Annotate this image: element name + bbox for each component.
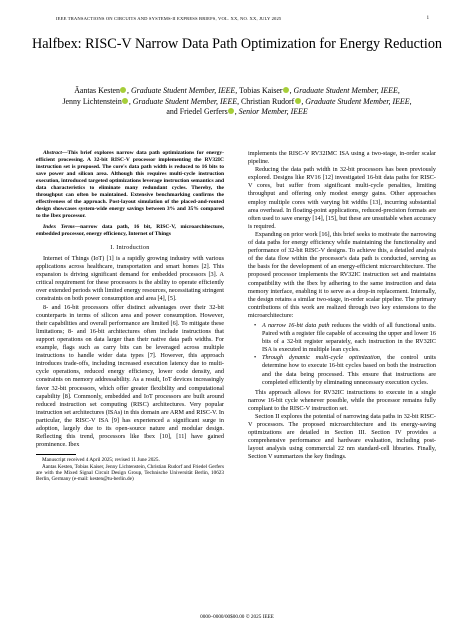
footnote-rule bbox=[36, 454, 76, 455]
index-terms-heading: Index Terms bbox=[43, 224, 75, 230]
copyright-footer: 0000–0000/00$00.00 © 2025 IEEE bbox=[200, 614, 274, 620]
body-paragraph: Section II explores the potential of narrowing data paths in 32-bit RISC-V processors. The proposed microarchitecture and its energy-saving optimizations are detailed in Section III. Section IV provides a comprehensive performance and hardware evaluation, including post-layout analysis using commercial 22 nm standard-cell libraries. Finally, Section V summarizes the key findings. bbox=[248, 413, 436, 461]
list-item-text: the control units determine how to execute 16-bit cycles based on both the instruction and the data being processed. This ensure that instructions are completed efficiently by eliminating unnecessary execution cycles. bbox=[262, 354, 436, 386]
index-terms-text: —narrow data path, 16 bit, RISC-V, microarchitecture, embedded processor, energy efficiency, Internet of Things bbox=[36, 224, 224, 237]
abstract-heading: Abstract bbox=[43, 150, 62, 156]
body-paragraph: implements the RISC-V RV32IMC ISA using a two-stage, in-order scalar pipeline. bbox=[248, 150, 436, 166]
contribution-list bbox=[248, 322, 436, 387]
author-name: Āantas Kesten bbox=[74, 86, 120, 95]
intro-paragraph: 8- and 16-bit processors offer distinct advantages over their 32-bit counterparts in terms of silicon area and power consumption. However, their capabilities and overall performance are limited [6]. To mitigate these limitations; 8- and 16-bit architectures often include instructions that support operations on data larger than their native data path widths. For example, flags such as carry bits can be leveraged across multiple instructions to handle wider data types [7]. However, this approach introduces trade-offs, including increased execution latency due to multi-cycle operations, reduced energy efficiency, lower code density, and constraints on memory addressability. As a result, IoT devices increasingly favor 32-bit processors, which offer greater flexibility and computational capability [8]. Commonly, embedded and IoT processors are built around reduced instruction set computing (RISC) architectures. Very popular instruction set architectures (ISAs) in this domain are ARM and RISC-V. In particular, the RISC-V ISA [9] has experienced a significant surge in adoption, largely due to its open-source nature and modular design. Reflecting this trend, processors like Ibex [10], [11] have gained prominence. Ibex bbox=[36, 303, 224, 449]
paper-title: Halfbex: RISC-V Narrow Data Path Optimization for Energy Reduction bbox=[31, 36, 443, 52]
list-item bbox=[254, 321, 436, 354]
abstract bbox=[36, 150, 224, 220]
author-name: Jenny Lichtenstein bbox=[62, 96, 122, 106]
intro-paragraph: Internet of Things (IoT) [1] is a rapidly growing industry with various applications across healthcare, transportation and smart homes [2]. This expansion is driving significant demand for embedded processors [3]. A critical requirement for these processors is the ability to operate efficiently over extended periods with limited energy resources, necessitating stringent constraints on both power consumption and area [4], [5]. bbox=[36, 255, 224, 303]
author-name: Tobias Kaiser bbox=[239, 86, 283, 95]
footnote-affiliation: Āantas Kesten, Tobias Kaiser, Jenny Lichtenstein, Christian Rudorf and Friedel Gerfers are with the Mixed Signal Circuit Design Group, Technische Universität Berlin, 10623 Berlin, Germany (e-mail: kesten@tu-berlin.de) bbox=[36, 463, 224, 483]
author-role: Senior Member, IEEE bbox=[238, 107, 308, 117]
author-role: Graduate Student Member, IEEE bbox=[132, 96, 238, 106]
orcid-icon[interactable] bbox=[283, 87, 289, 93]
running-head: IEEE TRANSACTIONS ON CIRCUITS AND SYSTEMS-II EXPRESS BRIEFS, VOL. XX, NO. XX, JULY 2025 bbox=[56, 16, 282, 21]
index-terms bbox=[36, 224, 224, 238]
author-name: Christian Rudorf bbox=[241, 96, 295, 106]
orcid-icon[interactable] bbox=[228, 108, 234, 114]
author-name: Friedel Gerfers bbox=[179, 107, 228, 117]
body-paragraph: Reducing the data path width in 32-bit processors has been previously explored. Designs like RV16 [12] investigated 16-bit data paths for RISC-V cores, but suffer from significant multi-cycle penalties, limiting throughput and offering only modest energy gains. Other approaches employ multiple cores with varying bit widths [13], incurring substantial area overhead. In floating-point applications, reduced-precision formats are often used to save energy [14], [15], but these are unsuitable when accuracy is required. bbox=[248, 166, 436, 230]
author-role: Graduate Student Member, IEEE bbox=[293, 86, 398, 95]
author-conjunction: and bbox=[166, 107, 178, 117]
left-column bbox=[36, 150, 224, 483]
footnote-received: Manuscript received 4 April 2025; revised 11 June 2025. bbox=[42, 457, 160, 464]
author-role: Graduate Student Member, IEEE bbox=[305, 96, 410, 106]
author-role: Graduate Student Member, IEEE bbox=[130, 86, 236, 95]
author-list: Āantas Kesten , Graduate Student Member, IEEE, Tobias Kaiser , Graduate Student Member, IEEE, Jenny Lichtenstein , Graduate Student Member, IEEE, Christian Rudorf , Graduate Student Member, IEEE, and Friedel Gerfers , Senior Member, IEEE bbox=[62, 86, 412, 117]
abstract-text: —This brief explores narrow data path optimizations for energy-efficient processing. A 32-bit RISC-V processor implementing the RV32IC instruction set is proposed. The core's data path width is reduced to 16 bits to save power and silicon area. Although this requires multi-cycle instruction execution, introduced targeted optimizations leverage instruction semantics and data characteristics to eliminate many redundant cycles. Thereby, the throughput can often be maintained. Extensive benchmarking confirms the effectiveness of the approach. Post-layout simulation of the placed-and-routed design showcases system-wide energy savings between 3% and 35% compared to the Ibex processor. bbox=[36, 150, 224, 219]
orcid-icon[interactable] bbox=[295, 98, 301, 104]
right-column bbox=[248, 150, 436, 462]
section-heading-introduction: I. Introduction bbox=[110, 245, 150, 251]
list-item-text: reduces the width of all functional units. Paired with a register file capable of accessing the upper and lower 16 bits of a 32-bit register separately, each instruction in the RV32IC ISA is executed in multiple lean cycles. bbox=[262, 321, 436, 354]
bullet-icon: • bbox=[254, 354, 257, 362]
list-item-lead: A narrow 16-bit data path bbox=[262, 321, 330, 329]
orcid-icon[interactable] bbox=[120, 87, 126, 93]
list-item-lead: Through dynamic multi-cycle optimization, bbox=[262, 354, 382, 362]
orcid-icon[interactable] bbox=[122, 98, 128, 104]
body-paragraph: This approach allows for RV32IC instructions to execute in a single narrow 16-bit cycle whenever possible, while the processor remains fully compliant to the RISC-V instruction set. bbox=[248, 388, 436, 412]
list-item bbox=[254, 354, 436, 386]
body-paragraph: Expanding on prior work [16], this brief seeks to motivate the narrowing of data paths for energy efficiency while maintaining the functionality and performance of 32-bit RISC-V designs. To achieve this, a detailed analysis of the data flow within the processor's data path is conducted, serving as the basis for the development of an energy-efficient microarchitecture. The proposed processor implements the RV32IC instruction set and maintains compatibility with the Ibex by adhering to the same instruction and data memory interface, enabling it to serve as a drop-in replacement. Internally, the design retains a similar two-stage, in-order scalar pipeline. The primary contributions of this work are realized through two key extensions to the microarchitecture: bbox=[248, 230, 436, 319]
bullet-icon: • bbox=[254, 321, 257, 329]
page-number: 1 bbox=[426, 16, 429, 21]
